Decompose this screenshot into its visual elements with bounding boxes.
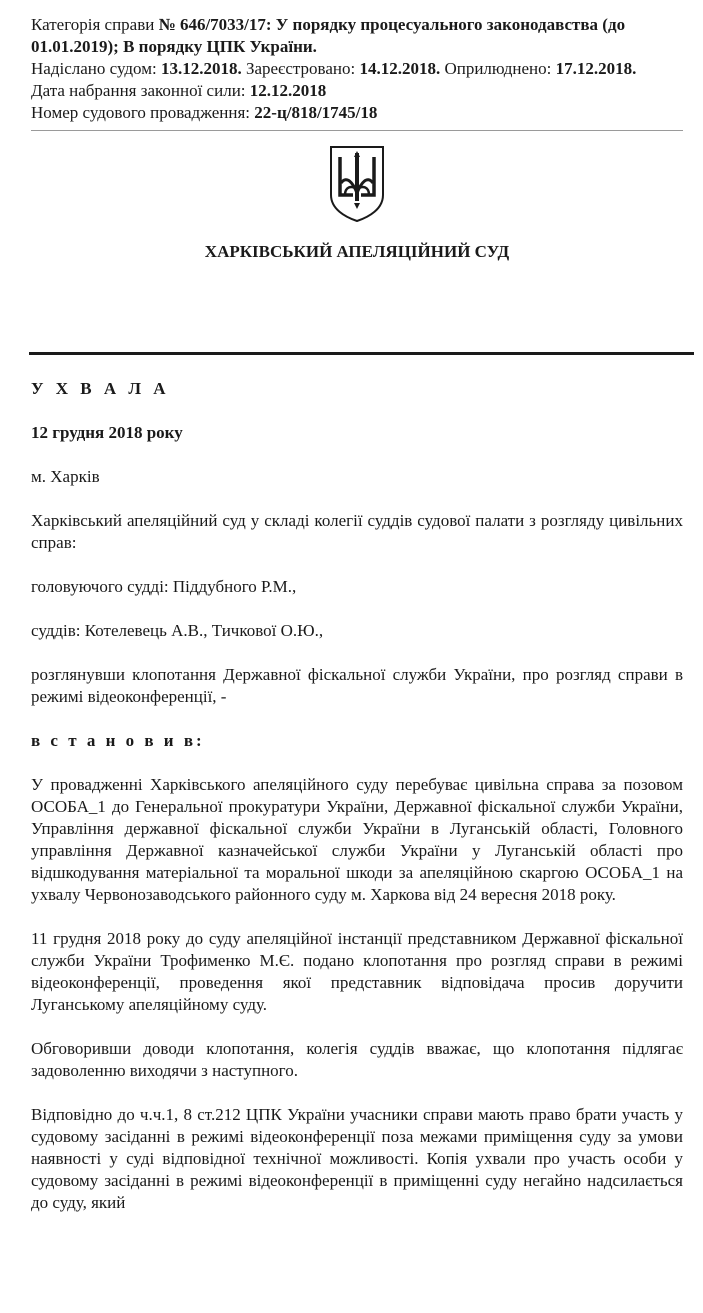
case-category-value: № 646/7033/17: У порядку процесуального законодавства (до 01.01.2019); В порядку ЦПК України. bbox=[31, 15, 626, 56]
published-label: Оприлюднено: bbox=[440, 59, 556, 78]
paragraph-presiding-judge: головуючого судді: Піддубного Р.М., bbox=[31, 577, 297, 596]
document-type-heading: У Х В А Л А bbox=[31, 379, 170, 398]
sent-date: 13.12.2018. bbox=[160, 59, 242, 78]
established-heading: в с т а н о в и в: bbox=[31, 731, 205, 750]
paragraph-deliberation: Обговоривши доводи клопотання, колегія суддів вважає, що клопотання підлягає задоволенню виходячи з наступного. bbox=[31, 1039, 683, 1080]
effective-date-label: Дата набрання законної сили: bbox=[31, 81, 250, 100]
paragraph-composition: Харківський апеляційний суд у складі колегії суддів судової палати з розгляду цивільних справ: bbox=[31, 511, 683, 552]
document-date: 12 грудня 2018 року bbox=[31, 423, 183, 442]
case-category-line bbox=[31, 14, 683, 58]
case-category-label: Категорія справи bbox=[31, 15, 159, 34]
case-dates-line bbox=[31, 58, 683, 80]
effective-date-value: 12.12.2018 bbox=[249, 81, 327, 100]
paragraph-motion: 11 грудня 2018 року до суду апеляційної інстанції представником Державної фіскальної служби України Трофименко М.Є. подано клопотання про розгляд справи в режимі відеоконференції, проведення якої представник відповідача просив доручити Луганському апеляційному суду. bbox=[31, 929, 683, 1014]
case-metadata bbox=[31, 14, 683, 124]
sent-label: Надіслано судом: bbox=[31, 59, 161, 78]
proceeding-number-label: Номер судового провадження: bbox=[31, 103, 255, 122]
emblem-container bbox=[31, 143, 683, 229]
document-page bbox=[31, 14, 683, 263]
paragraph-judges: суддів: Котелевець А.В., Тичкової О.Ю., bbox=[31, 621, 324, 640]
paragraph-case-description: У провадженні Харківського апеляційного суду перебуває цивільна справа за позовом ОСОБА_1 до Генеральної прокуратури України, Державної фіскальної служби України, Управління державної фіскальної служби України в Луганській області, Головного управління Державної казначейської служби України у Луганській області про відшкодування матеріальної та моральної шкоди за апеляційною скаргою ОСОБА_1 на ухвалу Червонозаводського районного суду м. Харкова від 24 вересня 2018 року. bbox=[31, 775, 683, 904]
published-date: 17.12.2018. bbox=[555, 59, 637, 78]
paragraph-considered: розглянувши клопотання Державної фіскальної служби України, про розгляд справи в режимі відеоконференції, - bbox=[31, 665, 683, 706]
registered-label: Зареєстровано: bbox=[241, 59, 360, 78]
title-divider bbox=[29, 352, 694, 355]
proceeding-number-value: 22-ц/818/1745/18 bbox=[254, 103, 378, 122]
paragraph-legal-basis: Відповідно до ч.ч.1, 8 ст.212 ЦПК України учасники справи мають право брати участь у судовому засіданні в режимі відеоконференції поза межами приміщення суду за умови наявності у суді відповідної технічної можливості. Копія ухвали про участь особи у судовому засіданні в режимі відеоконференції в приміщенні суду негайно надсилається до суду, який bbox=[31, 1105, 683, 1212]
proceeding-number-line bbox=[31, 102, 683, 124]
court-name: ХАРКІВСЬКИЙ АПЕЛЯЦІЙНИЙ СУД bbox=[204, 242, 510, 261]
header-divider bbox=[31, 130, 683, 131]
document-city: м. Харків bbox=[31, 467, 100, 486]
registered-date: 14.12.2018. bbox=[359, 59, 441, 78]
coat-of-arms-trident-icon bbox=[327, 143, 387, 223]
document-body bbox=[31, 378, 683, 1236]
effective-date-line bbox=[31, 80, 683, 102]
